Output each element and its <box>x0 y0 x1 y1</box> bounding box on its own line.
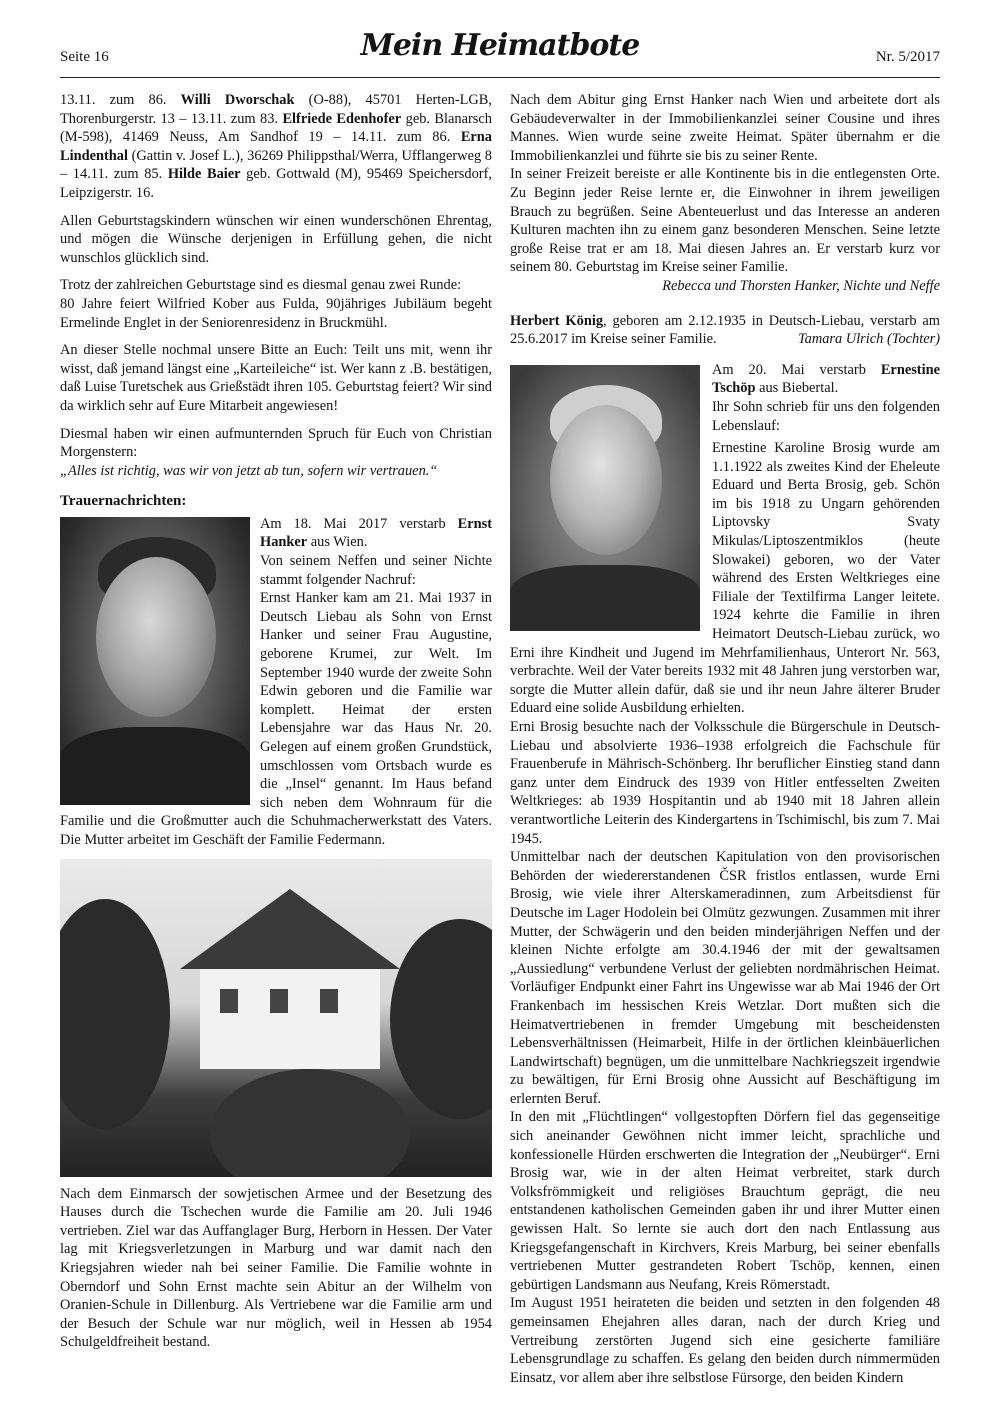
koenig-text: Herbert König, geboren am 2.12.1935 in Deutsch-Liebau, verstarb am 25.6.2017 im Kreise seiner Familie. <box>510 312 940 348</box>
hanker-text2: Nach dem Einmarsch der sowjetischen Armee und der Besetzung des Hauses durch die Tschechen wurde die Familie am 20. Juli 1946 vertrieben. Ziel war das Auffanglager Burg, Herborn in Hessen. Der Vater lag mit Kriegsverletzungen in Marburg und war damit nach den Kriegsjahren wieder nah bei seiner Familie. Die Familie wohnte in Oberndorf und Sohn Ernst machte sein Abitur an der Wilhelm von Oranien-Schule in Dillenburg. Als Vertriebene war die Familie arm und der Besuch der Schule war nur möglich, weil in Hessen ab 1954 Schulgeldfreiheit bestand. <box>60 1185 492 1351</box>
portrait-ernestine-tschoep <box>510 365 700 631</box>
tschoep-text2: Erni Brosig besuchte nach der Volksschule die Bürgerschule in Deutsch-Liebau und absolvierte 1936–1938 erfolgreich die Fachschule für Frauenberufe in Mährisch-Schönberg. Ihr beruflicher Einstieg stand dann ganz unter dem Eindruck des 1939 von Hitler entfesselten Zweiten Weltkrieges: ab 1939 Hospitantin und ab 1940 mit 18 Jahren allein verantwortliche Leiterin des Kindergartens in Tschimischl, bis zum 7. Mai 1945. <box>510 719 940 847</box>
hanker-text: Ernst Hanker kam am 21. Mai 1937 in Deutsch Liebau als Sohn von Ernst Hanker und seiner Frau Augustine, geborene Krumei, zur Welt. Im September 1940 wurde der zweite Sohn Edwin geboren und die Familie war komplett. Heimat der ersten Lebensjahre war das Haus Nr. 20. Gelegen auf einem großen Grundstück, umschlossen vom Ortsbach wurde es die „Insel“ genannt. Im Haus befand sich neben dem Wohnraum für die Familie und die Großmutter auch die Schuhmacherwerkstatt des Vaters. Die Mutter arbeitet im Geschäft der Familie Federmann. <box>60 590 492 848</box>
round-birthdays: 80 Jahre feiert Wilfried Kober aus Fulda, 90jähriges Jubiläum begeht Ermelinde Englet in der Seniorenresidenz in Bruckmühl. <box>60 295 492 331</box>
obituaries-heading: Trauernachrichten: <box>60 493 187 510</box>
request-paragraph: An dieser Stelle nochmal unsere Bitte an Euch: Teilt uns mit, wenn ihr wisst, daß jemand längst eine „Karteileiche“ ist. Wer kann z .B. bestätigen, daß Luise Turetschek aus Grießstädt ihren 105. Geburtstag feiert? Wir sind da wirklich sehr auf Eure Mitarbeit angewiesen! <box>60 342 492 414</box>
page-number: Seite 16 <box>60 49 109 65</box>
tschoep-intro2: Ihr Sohn schrieb für uns den folgenden Lebenslauf: <box>712 398 940 434</box>
koenig-notice <box>510 312 940 349</box>
hanker-signature: Rebecca und Thorsten Hanker, Nichte und Neffe <box>662 277 940 294</box>
right-column <box>510 91 940 1387</box>
page-header <box>60 28 940 78</box>
hanker-continued: Nach dem Abitur ging Ernst Hanker nach Wien und arbeitete dort als Gebäudeverwalter in der Immobilienkanzlei seiner Cousine und ihres Mannes. Wien wurde seine zweite Heimat. Später übernahm er die Immobilienkanzlei und führte sie bis zu seiner Rente. <box>510 92 940 164</box>
tschoep-text4: In den mit „Flüchtlingen“ vollgestopften Dörfern fiel das gegenseitige sich aneinander Gewöhnen nicht immer leicht, sprachliche und konfessionelle Hürden erschwerten die Integration der „Neubürger“. Erni Brosig war, wie in der alten Heimat verbreitet, stark durch Volksfrömmigkeit und religiöses Brauchtum geprägt, die neu entstandenen katholischen Gemeinden gaben ihr und ihrer Mutter einen gewissen Halt. So lernte sie auch dort den nach Entlassung aus Kriegsgefangenschaft in Kirchvers, Kreis Marburg, bei seiner ebenfalls vertriebenen Mutter gestrandeten Robert Tschöp, kennen, einen gebürtigen Landsmann aus Neufang, Kreis Römerstadt. <box>510 1109 940 1293</box>
left-column <box>60 91 492 1361</box>
header-rule <box>60 77 940 78</box>
quote-intro: Diesmal haben wir einen aufmunternden Spruch für Euch von Christian Morgenstern: <box>60 425 492 461</box>
birthday-list: 13.11. zum 86. Willi Dworschak (O-88), 45701 Herten-LGB, Thorenburgerstr. 13 – 13.11. zum 83. Elfriede Edenhofer geb. Blanarsch (M-598), 41469 Neuss, Am Sandhof 19 – 14.11. zum 86. Erna Lindenthal (Gattin v. Josef L.), 36269 Philippsthal/Werra, Ufflangerweg 8 – 14.11. zum 85. Hilde Baier geb. Gottwald (M), 95469 Speichersdorf, Leipzigerstr. 16. <box>60 92 493 201</box>
birthday-wishes: Allen Geburtstagskindern wünschen wir einen wunderschönen Ehrentag, und mögen die Wünsche derjenigen in Erfüllung gehen, die nicht wunschlos glücklich sind. <box>60 212 492 266</box>
tschoep-text1: Ernestine Karoline Brosig wurde am 1.1.1922 als zweites Kind der Eheleute Eduard und Berta Brosig, geb. Schön im bis 1918 zu Ungarn gehörenden Liptovsky Svaty Mikulas/Liptoszentmiklos (heute Slowakei) geboren, wo der Vater während des Ersten Weltkrieges eine Filiale der Textilfirma Langer leitete. 1924 kehrte die Familie in ihren Heimatort Deutsch-Liebau zurück, wo Erni ihre Kindheit und Jugend im Mehrfamilienhaus, Unterort Nr. 563, verbrachte. Weil der Vater bereits 1932 mit 48 Jahren jung verstorben war, sorgte die Mutter allein dafür, daß sie und ihr neun Jahre älterer Bruder Eduard eine solide Ausbildung erhielten. <box>510 440 940 717</box>
hanker-intro2: Von seinem Neffen und seiner Nichte stammt folgender Nachruf: <box>260 553 492 588</box>
round-birthdays-intro: Trotz der zahlreichen Geburtstage sind es diesmal genau zwei Runde: <box>60 277 462 294</box>
koenig-signature: Tamara Ulrich (Tochter) <box>797 331 940 348</box>
portrait-ernst-hanker <box>60 517 250 805</box>
hanker-travels: In seiner Freizeit bereiste er alle Kontinente bis in die entlegensten Orte. Zu Beginn jeder Reise lernte er, die Einwohner in ihrem jeweiligen Brauch zu begrüßen. Seine Abenteuerlust und das Interesse an anderen Kulturen machten ihn zu einem ganz besonderen Menschen. Seine letzte große Reise trat er am 18. Mai diesen Jahres an. Er verstarb kurz vor seinem 80. Geburtstag im Kreise seiner Familie. <box>510 166 940 276</box>
tschoep-text5: Im August 1951 heirateten die beiden und setzten in den folgenden 48 gemeinsamen Ehejahren alles daran, nach der durch Krieg und Vertreibung zerstörten Jugend sich eine gesicherte familiäre Lebensgrundlage zu schaffen. Es gelang den beiden durch nimmermüden Einsatz, vor allem aber ihre selbstlose Fürsorge, den beiden Kindern <box>510 1295 940 1386</box>
hanker-intro: Am 18. Mai 2017 verstarb Ernst Hanker aus Wien. <box>260 515 492 551</box>
tschoep-text3: Unmittelbar nach der deutschen Kapitulation von den provisorischen Behörden der wiedererstandenen ČSR fristlos entlassen, wurde Erni Brosig, wie viele ihrer Alterskameradinnen, zum Arbeitsdienst für Deutsche im Lager Hodolein bei Olmütz gezwungen. Zusammen mit ihrer Mutter, der Schwägerin und den beiden minderjährigen Neffen und der kleinen Nichte erfolgte am 30.4.1946 der mit der gewaltsamen „Aussiedlung“ verbundene Verlust der geliebten nordmährischen Heimat. Vorläufiger Endpunkt einer Fahrt ins Ungewisse war ab Mai 1946 der Ort Frankenbach im hessischen Kreis Wetzlar. Dort mußten sich die Heimatvertriebenen in fremder Umgebung mit bescheidensten Lebensverhältnissen (Heimarbeit, Hilfe in der örtlichen kleinbäuerlichen Landwirtschaft) begnügen, um die unmittelbare Nachkriegszeit irgendwie zu bewältigen, für Erni Brosig ohne Aussicht auf Beschäftigung im erlernten Beruf. <box>510 849 940 1107</box>
quote-text: „Alles ist richtig, was wir von jetzt ab tun, sofern wir vertrauen.“ <box>60 462 438 479</box>
issue-number: Nr. 5/2017 <box>875 49 940 65</box>
tschoep-intro: Am 20. Mai verstarb Ernestine Tschöp aus Biebertal. <box>712 361 940 397</box>
photo-house <box>60 859 492 1177</box>
masthead-logo: Mein Heimatbote <box>360 28 640 63</box>
